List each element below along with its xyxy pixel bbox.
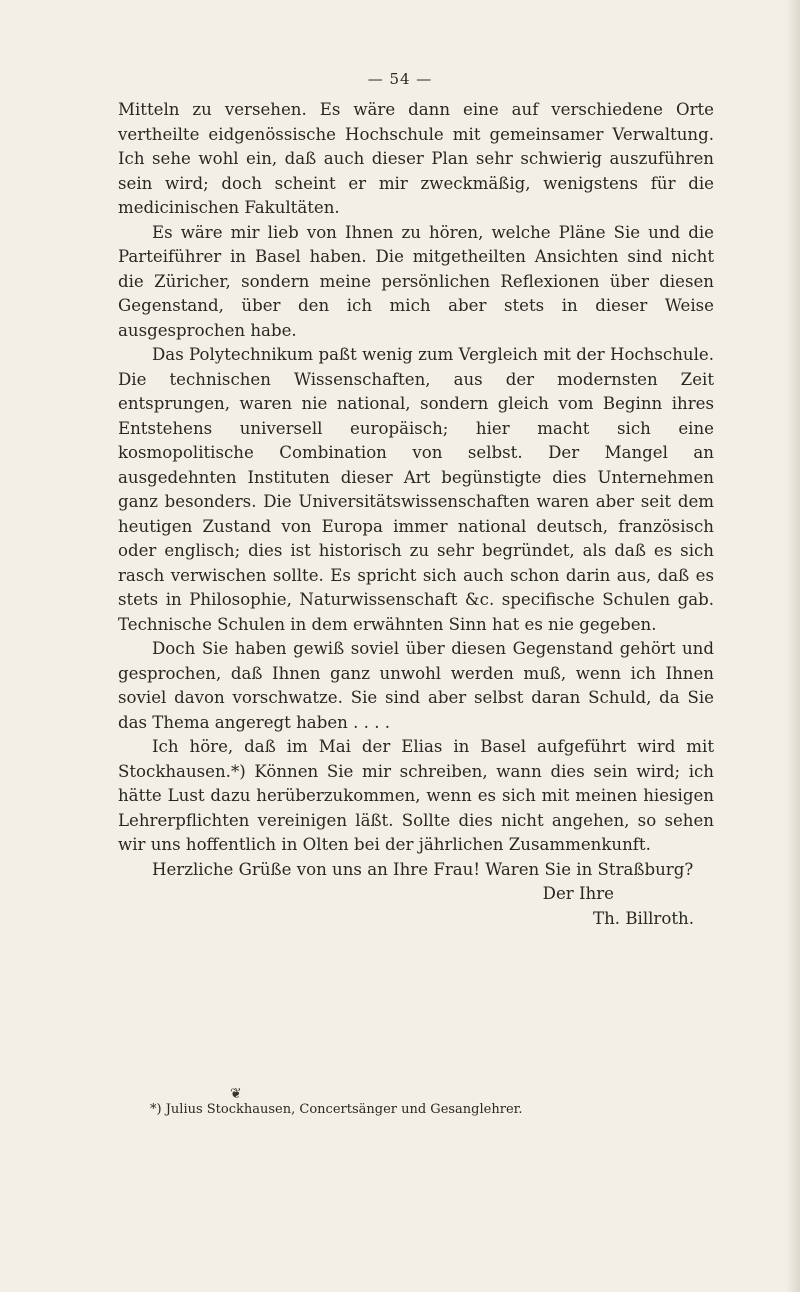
page-edge-shadow xyxy=(786,0,800,1292)
paragraph: Das Polytechnikum paßt wenig zum Vergleich mit der Hochschule. Die technischen Wissenschaften, aus der modernsten Zeit entsprungen, waren nie national, sondern gleich vom Beginn ihres Entstehens universell europäisch; hier macht sich eine kosmopolitische Combination von selbst. Der Mangel an ausgedehnten Instituten dieser Art begünstigte dies Unternehmen ganz besonders. Die Universitätswissenschaften waren aber seit dem heutigen Zustand von Europa immer national deutsch, französisch oder englisch; dies ist historisch zu sehr begründet, als daß es sich rasch verwischen sollte. Es spricht sich auch schon darin aus, daß es stets in Philosophie, Naturwissenschaft &c. specifische Schulen gab. Technische Schulen in dem erwähnten Sinn hat es nie gegeben. xyxy=(118,345,714,634)
letter-closing xyxy=(118,882,714,931)
ornament-icon: ❦ xyxy=(230,1086,242,1102)
paragraph: Doch Sie haben gewiß soviel über diesen Gegenstand gehört und gesprochen, daß Ihnen ganz unwohl werden muß, wenn ich Ihnen soviel davon vorschwatze. Sie sind aber selbst daran Schuld, da Sie das Thema angeregt haben . . . . xyxy=(118,639,714,732)
paragraph: Mitteln zu versehen. Es wäre dann eine auf verschiedene Orte vertheilte eidgenössische Hochschule mit gemeinsamer Verwaltung. Ich sehe wohl ein, daß auch dieser Plan sehr schwierig auszuführen sein wird; doch scheint er mir zweckmäßig, wenigstens für die medicinischen Fakultäten. xyxy=(118,100,714,217)
paragraph: Ich höre, daß im Mai der Elias in Basel aufgeführt wird mit Stockhausen.*) Können Sie mir schreiben, wann dies sein wird; ich hätte Lust dazu herüberzukommen, wenn es sich mit meinen hiesigen Lehrerpflichten vereinigen läßt. Sollte dies nicht angehen, so sehen wir uns hoffentlich in Olten bei der jährlichen Zusammenkunft. xyxy=(118,737,714,854)
closing-line: Der Ihre xyxy=(542,884,614,903)
paragraph: Es wäre mir lieb von Ihnen zu hören, welche Pläne Sie und die Parteiführer in Basel haben. Die mitgetheilten Ansichten sind nicht die Züricher, sondern meine persönlichen Reflexionen über diesen Gegenstand, über den ich mich aber stets in dieser Weise ausgesprochen habe. xyxy=(118,222,714,340)
paragraph: Herzliche Grüße von uns an Ihre Frau! Waren Sie in Straßburg? xyxy=(152,859,694,879)
footnote: *) Julius Stockhausen, Concertsänger und Gesanglehrer. xyxy=(150,1102,523,1117)
signature: Th. Billroth. xyxy=(593,908,694,928)
letter-body xyxy=(118,98,714,931)
page-number: — 54 — xyxy=(367,70,433,88)
